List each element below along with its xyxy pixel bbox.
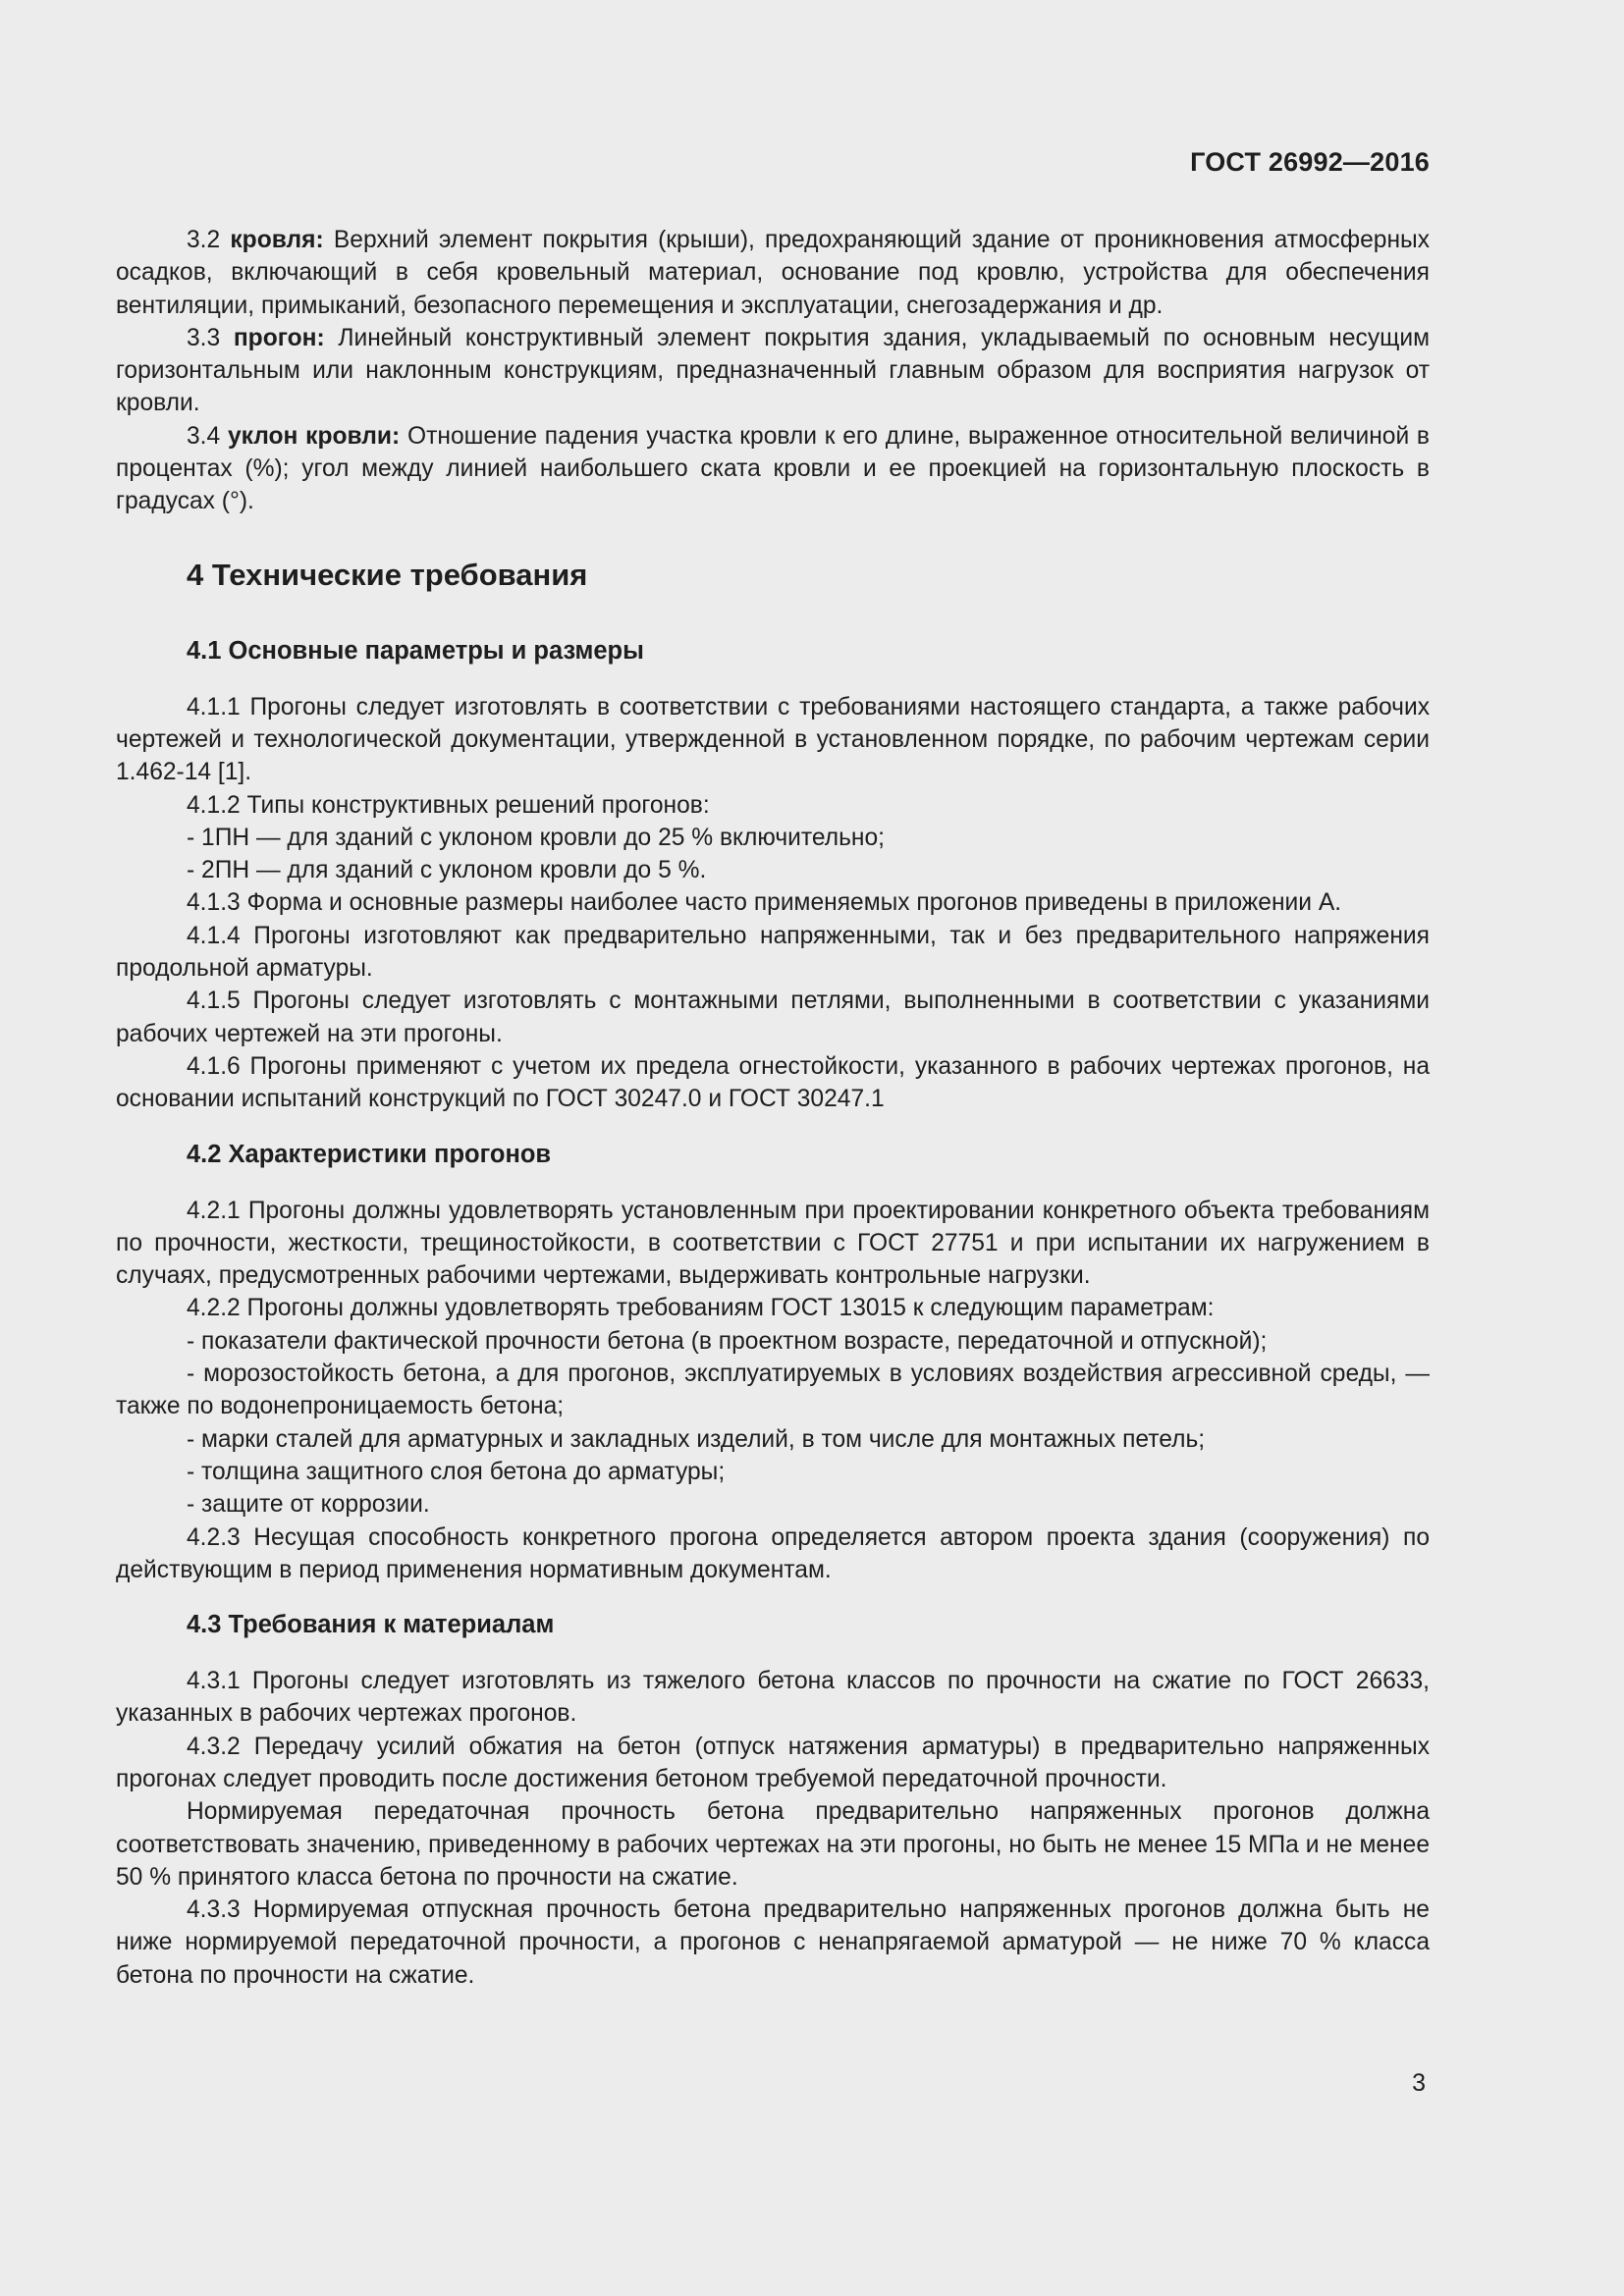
term-name: кровля:: [230, 227, 324, 253]
term-3-3: [116, 322, 1430, 420]
term-number: 3.3: [187, 324, 221, 351]
term-definition: Линейный конструктивный элемент покрытия здания, укладываемый по основным несущим горизонтальным или наклонным конструкциям, предназначенный главным образом для восприятия нагрузок от кровли.: [116, 324, 1430, 417]
paragraph-4-1-1: 4.1.1 Прогоны следует изготовлять в соответствии с требованиями настоящего стандарта, а также рабочих чертежей и технологической документации, утвержденной в установленном порядке, по рабочим чертежам серии 1.462-14 [1].: [116, 693, 1430, 786]
paragraph-4-2-1: 4.2.1 Прогоны должны удовлетворять установленным при проектировании конкретного объекта требованиям по прочности, жесткости, трещиностойкости, в соответствии с ГОСТ 27751 и при испытании их нагружением в случаях, предусмотренных рабочими чертежами, выдерживать контрольные нагрузки.: [116, 1197, 1430, 1290]
section-4-heading: 4 Технические требования: [187, 557, 588, 592]
page-content: [116, 224, 1430, 1992]
page-number: 3: [1412, 2069, 1426, 2097]
list-item: - 1ПН — для зданий с уклоном кровли до 25 % включительно;: [187, 824, 885, 851]
term-3-4: [116, 420, 1430, 518]
list-item: - 2ПН — для зданий с уклоном кровли до 5 %.: [187, 857, 707, 884]
list-item: - толщина защитного слоя бетона до арматуры;: [187, 1458, 726, 1485]
paragraph-4-1-2: 4.1.2 Типы конструктивных решений прогонов:: [187, 791, 710, 819]
term-number: 3.2: [187, 227, 221, 253]
list-item: - защите от коррозии.: [187, 1491, 430, 1519]
section-4-2-heading: 4.2 Характеристики прогонов: [187, 1140, 552, 1168]
term-definition: Отношение падения участка кровли к его длине, выраженное относительной величиной в процентах (%); угол между линией наибольшего ската кровли и ее проекцией на горизонтальную плоскость в градусах (°).: [116, 422, 1431, 515]
paragraph-4-1-5: 4.1.5 Прогоны следует изготовлять с монтажными петлями, выполненными в соответствии с указаниями рабочих чертежей на эти прогоны.: [116, 988, 1430, 1047]
term-number: 3.4: [187, 422, 221, 450]
term-definition: Верхний элемент покрытия (крыши), предохраняющий здание от проникновения атмосферных осадков, включающий в себя кровельный материал, основание под кровлю, устройства для обеспечения вентиляции, примыканий, безопасного перемещения и эксплуатации, снегозадержания и др.: [116, 227, 1430, 319]
term-name: уклон кровли:: [227, 422, 401, 450]
paragraph-4-3-2: 4.3.2 Передачу усилий обжатия на бетон (отпуск натяжения арматуры) в предварительно напряженных прогонах следует проводить после достижения бетоном требуемой передаточной прочности.: [116, 1733, 1430, 1792]
paragraph-transfer-strength: Нормируемая передаточная прочность бетона предварительно напряженных прогонов должна соответствовать значению, приведенному в рабочих чертежах на эти прогоны, но быть не менее 15 МПа и не менее 50 % принятого класса бетона по прочности на сжатие.: [116, 1798, 1430, 1891]
paragraph-4-1-6: 4.1.6 Прогоны применяют с учетом их предела огнестойкости, указанного в рабочих чертежах прогонов, на основании испытаний конструкций по ГОСТ 30247.0 и ГОСТ 30247.1: [116, 1052, 1430, 1113]
term-3-2: [116, 224, 1430, 322]
paragraph-4-3-3: 4.3.3 Нормируемая отпускная прочность бетона предварительно напряженных прогонов должна быть не ниже нормируемой передаточной прочности, а прогонов с ненапрягаемой арматурой — не ниже 70 % класса бетона по прочности на сжатие.: [116, 1896, 1430, 1989]
term-name: прогон:: [233, 324, 325, 351]
list-item: - морозостойкость бетона, а для прогонов, эксплуатируемых в условиях воздействия агрессивной среды, — также по водонепроницаемость бетона;: [116, 1361, 1430, 1420]
list-item: - показатели фактической прочности бетона (в проектном возрасте, передаточной и отпускной);: [187, 1327, 1268, 1355]
paragraph-4-1-4: 4.1.4 Прогоны изготовляют как предварительно напряженными, так и без предварительного напряжения продольной арматуры.: [116, 922, 1430, 983]
list-item: - марки сталей для арматурных и закладных изделий, в том числе для монтажных петель;: [187, 1425, 1206, 1453]
paragraph-4-2-2: 4.2.2 Прогоны должны удовлетворять требованиям ГОСТ 13015 к следующим параметрам:: [187, 1295, 1215, 1322]
paragraph-4-1-3: 4.1.3 Форма и основные размеры наиболее часто применяемых прогонов приведены в приложении А.: [187, 889, 1342, 917]
section-4-1-heading: 4.1 Основные параметры и размеры: [187, 636, 644, 665]
section-4-3-heading: 4.3 Требования к материалам: [187, 1611, 555, 1639]
paragraph-4-3-1: 4.3.1 Прогоны следует изготовлять из тяжелого бетона классов по прочности на сжатие по ГОСТ 26633, указанных в рабочих чертежах прогонов.: [116, 1668, 1430, 1728]
paragraph-4-2-3: 4.2.3 Несущая способность конкретного прогона определяется автором проекта здания (сооружения) по действующим в период применения нормативным документам.: [116, 1523, 1430, 1583]
document-id: ГОСТ 26992—2016: [1190, 147, 1430, 177]
